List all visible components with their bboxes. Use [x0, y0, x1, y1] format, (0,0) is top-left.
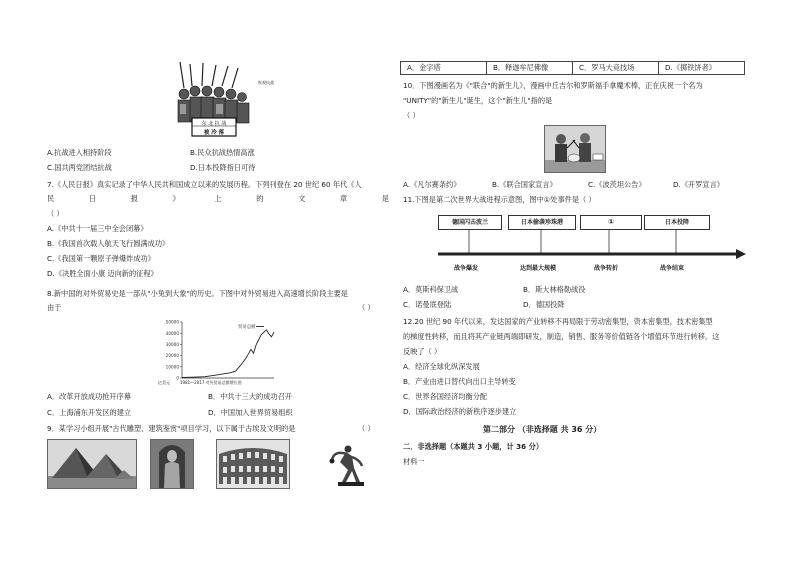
- chart-series-line: [182, 330, 274, 378]
- q7-char: 章: [339, 194, 348, 203]
- q10-option-c: C.《波茨坦公告》: [588, 180, 646, 189]
- q10-stem-line1: 10．下图漫画名为《"联合"的新生儿》，漫画中丘吉尔和罗斯福手拿魔术棒，正在庆祝一个名为: [403, 81, 703, 90]
- q12-option-c: C．世界各国经济均衡分配: [403, 392, 488, 401]
- q7-char: 文: [298, 194, 306, 203]
- q9-colosseum-image: [216, 439, 290, 489]
- q9-option-d: D.《掷铁饼者》: [659, 62, 745, 75]
- q11-option-a: A．莫斯科保卫战: [403, 285, 459, 294]
- chart-y-tick-label: 30000: [165, 342, 179, 347]
- q12-stem-line1: 12.20 世纪 90 年代以来，发达国家的产业转移不再局限于劳动密集型，资本密集型，技术密集型: [403, 317, 713, 326]
- part2-section-heading: 二．非选择题（本题共 3 小题，计 36 分）: [403, 442, 544, 451]
- q12-stem-line2: 的梯度性转移，而且将其产业链两端即研发，制造，销售、服务等价值链各个增值环节进行转移。这: [403, 332, 720, 341]
- q10-option-b: B.《联合国家宣言》: [492, 180, 557, 189]
- q8-chart-caption: 1981—2017 对外贸易总额增长图: [180, 380, 242, 385]
- chart-y-tick-label: 50000: [165, 319, 179, 325]
- chart-legend-label: 贸易总额: [238, 325, 256, 330]
- q8-option-b: B．中共十三大的成功召开: [208, 392, 292, 401]
- q7-option-a: A.《中共十一届三中全会闭幕》: [47, 224, 148, 233]
- q11-event-box-1: 德国闪击波兰: [438, 215, 502, 230]
- q7-option-d: D.《决胜全面小康 迈向新的征程》: [47, 269, 158, 278]
- q11-option-b: B．斯大林格勒战役: [523, 285, 586, 294]
- q9-option-b: B．释迦牟尼佛像: [487, 62, 573, 75]
- q7-char: 》: [172, 194, 180, 203]
- chart-y-tick-label: 10000: [165, 364, 179, 370]
- q7-char: 民: [47, 194, 55, 203]
- q9-option-a: A．金字塔: [401, 62, 487, 75]
- q11-stem: 11.下图是第二次世界大战进程示意图，图中①处事件是（ ）: [403, 195, 596, 204]
- q7-option-b: B.《我国首次载人航天飞行圆满成功》: [47, 239, 170, 248]
- q11-timeline-diagram: [436, 211, 746, 276]
- q10-option-d: D.《开罗宣言》: [673, 180, 724, 189]
- q8-trade-chart: [158, 318, 278, 386]
- q6-option-c: C.国共两党团结抗战: [47, 163, 112, 172]
- q11-event-box-4: 日本投降: [644, 215, 710, 230]
- chart-y-tick-label: 40000: [165, 330, 179, 336]
- q11-event-box-2: 日本偷袭珍珠港: [508, 215, 576, 230]
- q7-char: 上: [214, 194, 222, 203]
- q12-option-d: D．国际政治经济的新秩序逐步建立: [403, 407, 517, 416]
- q9-stem: 9．某学习小组开展"古代雕塑、建筑鉴赏"项目学习，以下属于古埃及文明的是: [47, 424, 296, 433]
- q7-char: 的: [256, 194, 264, 203]
- chart-y-tick-label: 0: [176, 375, 179, 381]
- q11-stage-4: 战争结束: [660, 265, 685, 272]
- q9-answer-blank: （ ）: [358, 424, 375, 433]
- q8-option-d: D．中国加入世界贸易组织: [208, 408, 293, 417]
- q8-answer-blank: （ ）: [358, 303, 375, 312]
- q10-cartoon-image: [544, 125, 606, 173]
- q10-option-a: A.《凡尔赛条约》: [403, 180, 461, 189]
- q8-option-c: C．上海浦东开发区的建立: [47, 408, 132, 417]
- q7-option-c: C.《我国第一颗原子弹爆炸成功》: [47, 254, 155, 263]
- q12-option-b: B．产业由进口替代向出口主导转变: [403, 377, 516, 386]
- q7-char: 报: [130, 194, 138, 203]
- q11-event-box-3: ①: [580, 215, 642, 230]
- q9-option-c: C．罗马大竞技场: [573, 62, 659, 75]
- q12-stem-line3: 反映了（ ）: [403, 347, 442, 356]
- q11-stage-1: 战争爆发: [454, 265, 479, 272]
- chart-y-tick-label: 20000: [165, 353, 179, 359]
- q6-cartoon-side-text: 纵观抗战: [258, 80, 274, 85]
- q11-option-c: C．诺曼底登陆: [403, 300, 452, 309]
- q8-stem-line1: 8.新中国的对外贸易史是一部从"小兔到大象"的历史。下图中对外贸易进入高速增长阶段主要是: [47, 289, 348, 298]
- q9-buddha-statue-image: [150, 439, 194, 489]
- q12-option-a: A．经济全球化纵深发展: [403, 362, 480, 371]
- q11-stage-3: 战争转折: [594, 265, 619, 272]
- q9-options-table: [400, 61, 745, 75]
- q7-answer-blank: （ ）: [47, 209, 64, 218]
- q8-option-a: A．改革开放成功抢开序幕: [47, 392, 131, 401]
- q9-discobolus-image: [325, 439, 369, 489]
- q8-chart-unit: 亿美元: [158, 380, 170, 385]
- q6-option-a: A.抗战进入相持阶段: [47, 148, 112, 157]
- q11-option-d: D．德国投降: [523, 300, 565, 309]
- q10-stem-line2: "UNITY"的"新生儿"诞生，这个"新生儿"指的是: [403, 96, 553, 105]
- q6-cartoon: [170, 60, 258, 142]
- q7-char: 日: [88, 194, 97, 203]
- part2-material-label: 材料一: [403, 457, 425, 466]
- q7-stem-line2: [47, 194, 389, 203]
- q7-char: 是: [381, 194, 389, 203]
- q11-stage-2: 达到最大规模: [520, 265, 557, 272]
- q9-pyramids-image: [47, 439, 137, 489]
- q6-option-d: D.日本投降指日可待: [190, 163, 256, 172]
- svg-text:被 冷 落: 被 冷 落: [203, 130, 225, 136]
- q6-option-b: B.民众抗战热情高涨: [190, 148, 255, 157]
- svg-text:东 北 抗 战: 东 北 抗 战: [201, 121, 227, 127]
- q10-answer-blank: （ ）: [403, 111, 420, 120]
- part2-title: 第二部分 （非选择题 共 36 分）: [483, 425, 602, 434]
- q7-stem-line1: 7.《人民日报》真实记录了中华人民共和国成立以来的发展历程。下列刊登在 20 世纪 60 年代《人: [47, 180, 362, 189]
- q8-stem-line2: 由于: [47, 303, 62, 312]
